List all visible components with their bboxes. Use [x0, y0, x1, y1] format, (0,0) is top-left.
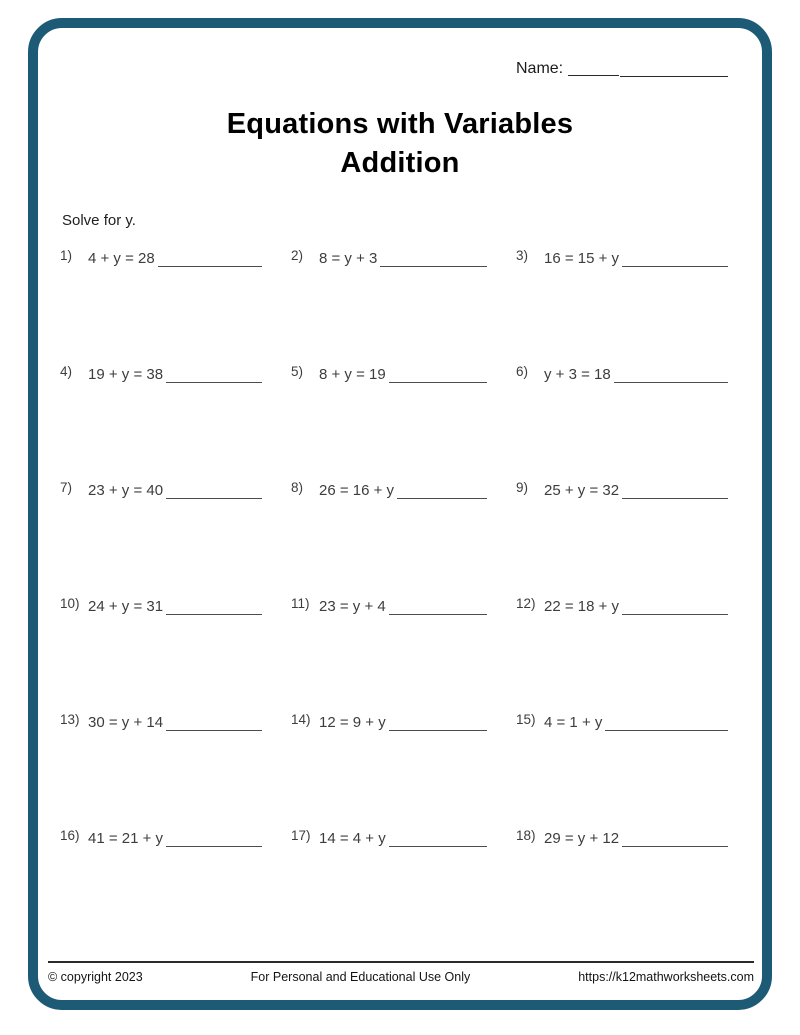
problem-number: 9): [516, 480, 529, 495]
problem-equation: 41 = 21 + y: [88, 830, 164, 847]
problem-equation: 29 = y + 12: [544, 830, 620, 847]
problem-number: 10): [60, 596, 80, 611]
problems-grid: [60, 250, 728, 946]
problem-cell: [60, 250, 262, 274]
answer-line[interactable]: [614, 382, 728, 383]
answer-line[interactable]: [166, 846, 262, 847]
name-blank-line[interactable]: [620, 76, 728, 77]
problem-number: 14): [291, 712, 311, 727]
problem-number: 13): [60, 712, 80, 727]
problem-number: 12): [516, 596, 536, 611]
website-link[interactable]: https://k12mathworksheets.com: [578, 970, 754, 984]
name-label: Name:: [516, 60, 564, 77]
problem-number: 2): [291, 248, 304, 263]
footer: [48, 961, 754, 984]
problem-cell: [60, 714, 262, 738]
worksheet-title: Equations with Variables: [226, 108, 574, 140]
copyright-text: © copyright 2023: [48, 970, 143, 984]
problem-number: 6): [516, 364, 529, 379]
problem-number: 5): [291, 364, 304, 379]
answer-line[interactable]: [389, 730, 487, 731]
worksheet-subtitle: Addition: [340, 147, 460, 179]
problem-number: 4): [60, 364, 73, 379]
problem-number: 8): [291, 480, 304, 495]
problem-cell: [291, 714, 487, 738]
problem-equation: 8 = y + 3: [319, 250, 378, 267]
answer-line[interactable]: [605, 730, 728, 731]
answer-line[interactable]: [166, 498, 262, 499]
problem-cell: [60, 830, 262, 854]
problem-equation: 24 + y = 31: [88, 598, 164, 615]
answer-line[interactable]: [166, 730, 262, 731]
problem-equation: 26 = 16 + y: [319, 482, 395, 499]
answer-line[interactable]: [622, 266, 728, 267]
problem-equation: 25 + y = 32: [544, 482, 620, 499]
answer-line[interactable]: [166, 382, 262, 383]
usage-text: For Personal and Educational Use Only: [250, 970, 471, 984]
answer-line[interactable]: [622, 498, 728, 499]
problem-cell: [60, 366, 262, 390]
problem-equation: 23 = y + 4: [319, 598, 386, 615]
problem-cell: [516, 714, 728, 738]
problem-equation: 8 + y = 19: [319, 366, 386, 383]
problem-equation: 4 + y = 28: [88, 250, 155, 267]
answer-line[interactable]: [622, 846, 728, 847]
answer-line[interactable]: [389, 382, 487, 383]
problem-equation: 19 + y = 38: [88, 366, 164, 383]
problem-number: 18): [516, 828, 536, 843]
problem-number: 15): [516, 712, 536, 727]
name-blank-line[interactable]: [568, 75, 619, 76]
answer-line[interactable]: [397, 498, 487, 499]
answer-line[interactable]: [389, 614, 487, 615]
problem-cell: [516, 250, 728, 274]
footer-divider: [48, 961, 754, 963]
problem-number: 16): [60, 828, 80, 843]
problem-number: 17): [291, 828, 311, 843]
problem-equation: 22 = 18 + y: [544, 598, 620, 615]
problem-cell: [291, 598, 487, 622]
problem-cell: [291, 830, 487, 854]
answer-line[interactable]: [389, 846, 487, 847]
answer-line[interactable]: [166, 614, 262, 615]
problem-cell: [516, 366, 728, 390]
title-block: [0, 105, 800, 183]
problem-cell: [516, 598, 728, 622]
problem-cell: [516, 482, 728, 506]
answer-line[interactable]: [158, 266, 262, 267]
answer-line[interactable]: [622, 614, 728, 615]
problem-equation: 12 = 9 + y: [319, 714, 386, 731]
problem-cell: [291, 482, 487, 506]
problem-equation: 30 = y + 14: [88, 714, 164, 731]
problem-cell: [291, 366, 487, 390]
problem-cell: [60, 598, 262, 622]
problem-cell: [516, 830, 728, 854]
problem-equation: y + 3 = 18: [544, 366, 611, 383]
answer-line[interactable]: [380, 266, 487, 267]
problem-number: 1): [60, 248, 73, 263]
instructions-text: Solve for y.: [62, 212, 136, 229]
problem-cell: [291, 250, 487, 274]
problem-equation: 16 = 15 + y: [544, 250, 620, 267]
problem-number: 3): [516, 248, 529, 263]
problem-cell: [60, 482, 262, 506]
problem-number: 7): [60, 480, 73, 495]
problem-equation: 14 = 4 + y: [319, 830, 386, 847]
problem-equation: 4 = 1 + y: [544, 714, 603, 731]
name-block: [516, 60, 728, 78]
problem-equation: 23 + y = 40: [88, 482, 164, 499]
problem-number: 11): [291, 596, 310, 611]
